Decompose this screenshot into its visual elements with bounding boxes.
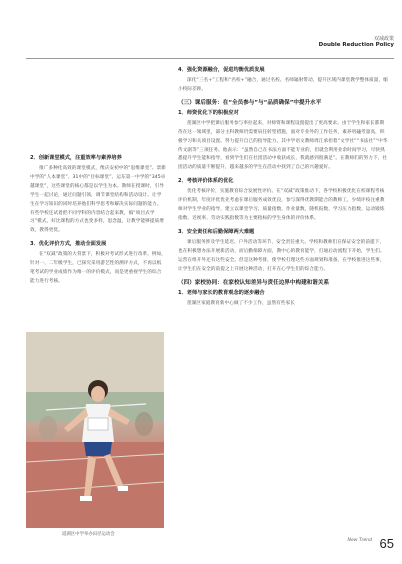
section-title-en: Double Reduction Policy [318, 42, 394, 48]
heading-safety-logistics: 3．安全责任和后勤保障两大难题 [178, 228, 255, 235]
photo-caption: 道湖区中学举办田径运动会 [62, 532, 115, 537]
heading-resource-fusion: 4．强化资源融合，促进均衡优质发展 [178, 67, 265, 73]
paragraph-resource-fusion: 深化“三名+”工程和“名校+”融合，通过名校、名师辐射带动，提升区域内课堂教学整体质量，缩小校际差距。 [178, 78, 388, 92]
heading-evaluation: 3．优化评价方式，推动全面发展 [30, 241, 107, 248]
section-heading-after-school: （三）课后服务：在“全员参与”与“品质确保”中提升水平 [178, 99, 322, 106]
section-heading-home-school: （四）家校协同：在家校认知差异与责任边界中构建和谐关系 [178, 279, 330, 286]
paragraph-teacher-optimization: 莲湖区中学把课后服务参与率拉起来，对师资和课程设置提出了更高要求。由于学生和家长都期待在这一领域里，部分主科教师仍需要肩任转型措施，面对专业外的工作任务，素养叨磕考量高，积极学习和关项目设置。努力提升自己的指导能力。其中学语文教师周江承担着“文学社”“书法社”“中华传文剧等”三项任务。他表示：“虽然自己在书法方面不能专业的，但就会利用业余时间学习，尽快熟悉提升学生能和指导，看到学生们在社团活动中收获成长，我就感到很满足”。在教师们的努力下，社团活动的质量不断提升，越来越多的学生在活动中找到了自己的兴趣爱好。 [178, 120, 388, 171]
left-column [30, 154, 166, 287]
heading-classroom-mode: 2．创新课堂模式，注重效率与素养培养 [30, 155, 122, 161]
section-title-cn: 双减政策 [373, 36, 394, 42]
paragraph-safety-logistics: 课后服务涉及学生延迟、户外活动等环节，安全责任重大。学校和教师们在保证安全的前提下，也在积极想办法开展新活动，而后勤保障方面，教中心的教育能学，打通后动流程下开始，学生们。运营在组开外还有这些安全。但是这种考排，使学校打理这些方面规划和准备，在学校推进这些事，让学生们在安全的前提之上开展这种活动，打开在心学生们的综合能力。 [178, 239, 385, 272]
heading-teacher-optimization: 1．师资优化下的积极应对 [178, 109, 239, 116]
heading-parent-teacher: 1．老师与家长的教育观念的逐步融合 [178, 289, 265, 296]
page-number: 65 [379, 536, 394, 551]
paragraph-parent-teacher: 莲湖区家庭教育新中心做了不少工作，虽然有些家长 [187, 300, 295, 306]
runner-illustration [26, 332, 164, 528]
paragraph-evaluation: 在“双减”政策的大背景下，积极对考试形式进行改革，例如，针对一、二年级学生，已探究采用游艺性的测评方式，不再以纸笔考试的学业成绩作为唯一的评价模式，而是更重视学生的综合能力进行考核。 [30, 252, 166, 284]
paragraph-classroom-mode: 推广多种化高效的课堂模式，像庆安初中的“思维课堂”、景新中学的“人本课堂”、31中的“目标课堂”、运东第一中学的“345卓越课堂”，这些课堂的核心都是以学生为本。教师在授课时，引导学生一起讨论，通过问题引领，调节课堂结构和活动设计。让学生在学习知识的同时培养他们科学思考和解决实际问题的能力。有些学校还试着把不同学科的内容结合起来教，搞“项目式学习”模式，好比课程的方式也变多样，思念温，让教学能够提质增效，教得更优。 [30, 166, 166, 234]
header-divider [26, 58, 394, 59]
section-header [319, 36, 394, 49]
paragraph-assessment: 优化考核评价，实施教育综合发展性评价。在“双减”政策推动下，各学校积极优化在校课程考核评价机制，年度评优优先考虑在课后服务成效优良，参与深得优教期能合的教师工，少绩评疫注重教师对学生学业的指导，建立以课堂学习、质量指数、作业量数、随机报数、学习压力指数、运动锻炼指数、近视率、劳动实践指数等为主要指标的学生身体的评价体系。 [178, 189, 385, 221]
right-column [178, 66, 388, 308]
sports-meet-photo [26, 332, 164, 528]
magazine-name: New Trend [347, 538, 372, 543]
heading-assessment: 2．考核评价体系的优化 [178, 178, 234, 185]
